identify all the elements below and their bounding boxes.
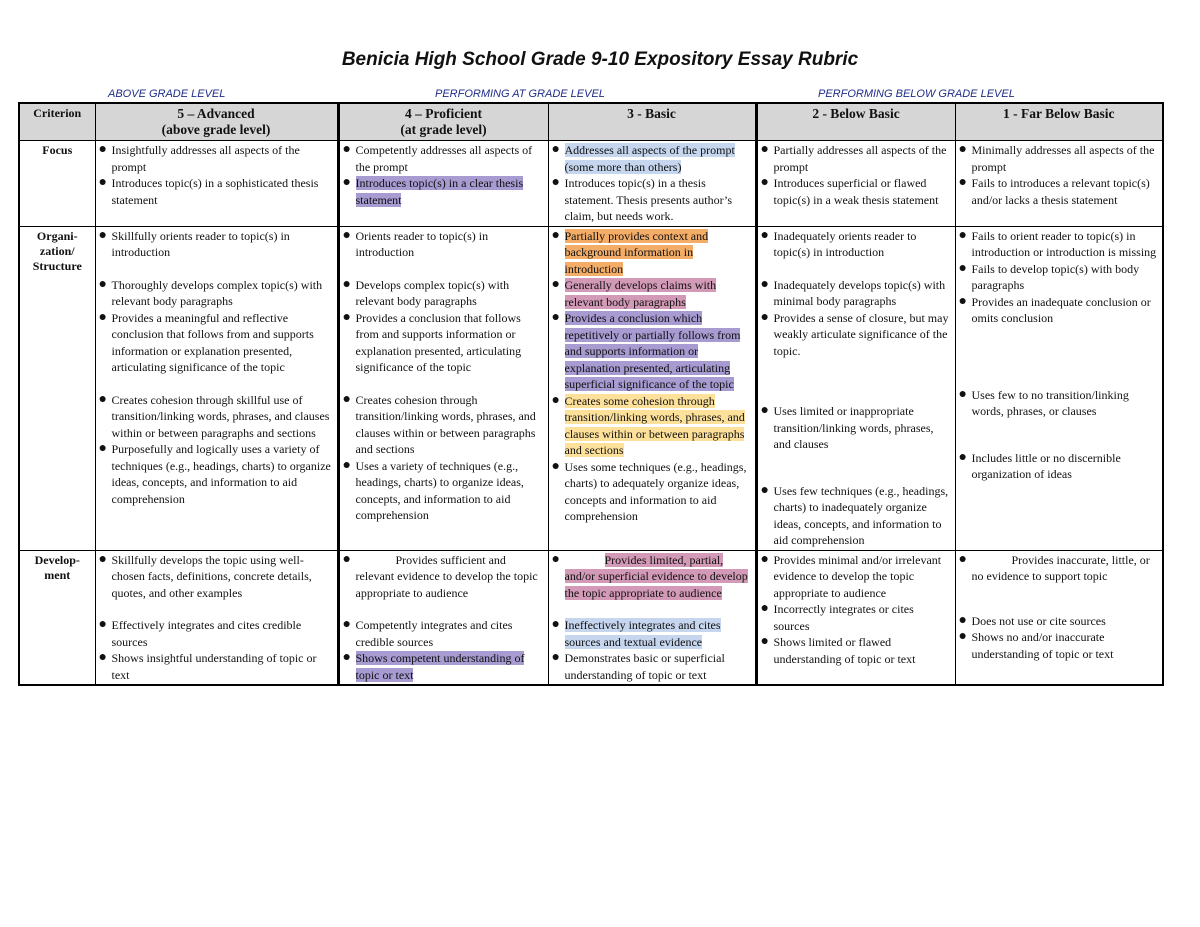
bullet-icon: ●	[958, 629, 967, 644]
cell-development-below-basic	[756, 550, 955, 685]
criterion-organization	[19, 226, 95, 550]
bullet-icon: ●	[551, 392, 560, 408]
list-item: ● Provides inaccurate, little, or no evidence to support topic	[958, 551, 1150, 583]
header-advanced-sub: (above grade level)	[161, 121, 271, 137]
bullet-icon: ●	[551, 458, 560, 474]
bullet-icon: ●	[958, 227, 967, 243]
criterion-label-line: Organi-	[36, 228, 78, 243]
list-item	[552, 277, 752, 310]
bullet-icon: ●	[551, 650, 560, 665]
header-far-below-basic: 1 - Far Below Basic	[955, 103, 1163, 141]
bullet-icon: ●	[551, 142, 560, 157]
bullet-icon: ●	[760, 142, 769, 157]
cell-development-basic	[548, 550, 756, 685]
list-item: ● Fails to develop topic(s) with body paragraphs	[958, 260, 1140, 292]
header-proficient-title: 4 – Proficient	[405, 106, 482, 121]
list-item: ● Shows insightful understanding of topic or text	[98, 650, 317, 682]
list-item: ● Skillfully develops the topic using well-chosen facts, definitions, concrete details, quotes, and other examples	[98, 551, 312, 600]
list-item: ● Provides an inadequate conclusion or omits conclusion	[958, 293, 1151, 325]
list-item: ● Uses few techniques (e.g., headings, charts) to inadequately organize ideas, concepts, and information to aid comprehension	[760, 482, 949, 547]
highlighted-text: Provides a conclusion which repetitively or partially follows from and supports information or explanation presented, articulating superficial significance of the topic	[564, 311, 741, 391]
bullet-icon: ●	[958, 551, 967, 567]
bullet-icon: ●	[551, 175, 560, 190]
highlighted-text: Generally develops claims with relevant body paragraphs	[564, 278, 717, 309]
list-item	[343, 650, 545, 683]
list-item	[552, 552, 752, 602]
bullet-icon: ●	[958, 175, 967, 190]
list-item: ● Uses few to no transition/linking words, phrases, or clauses	[958, 386, 1129, 418]
bullet-icon: ●	[98, 650, 107, 665]
bullet-icon: ●	[760, 551, 769, 567]
list-item: ● Minimally addresses all aspects of the prompt	[958, 142, 1155, 174]
list-item: ● Uses limited or inappropriate transition/linking words, phrases, and clauses	[760, 403, 934, 451]
criterion-label-line: ment	[44, 567, 71, 582]
list-item: ● Creates cohesion through transition/linking words, phrases, and clauses within or between paragraphs and sections	[342, 391, 536, 456]
rubric-table	[18, 102, 1164, 686]
bullet-icon: ●	[342, 309, 351, 325]
bullet-icon: ●	[958, 260, 967, 276]
list-item	[343, 175, 545, 208]
criterion-label-line: Develop-	[34, 552, 80, 567]
bullet-icon: ●	[958, 612, 967, 628]
header-row	[19, 103, 1163, 141]
bullet-icon: ●	[342, 276, 351, 292]
list-item: ● Includes little or no discernible organization of ideas	[958, 449, 1121, 481]
list-item: ● Incorrectly integrates or cites sources	[760, 601, 914, 633]
criterion-label-line: zation/	[39, 243, 75, 258]
list-item	[552, 310, 752, 393]
list-item: ● Thoroughly develops complex topic(s) with relevant body paragraphs	[98, 276, 323, 308]
bullet-icon: ●	[760, 227, 769, 243]
bullet-icon: ●	[551, 617, 560, 632]
bullet-icon: ●	[98, 617, 107, 632]
list-item: ● Provides sufficient and relevant evidence to develop the topic appropriate to audience	[342, 551, 538, 600]
list-item: ● Insightfully addresses all aspects of the prompt	[98, 142, 300, 174]
cell-organization-basic	[548, 226, 756, 550]
header-below-basic: 2 - Below Basic	[756, 103, 955, 141]
criterion-label-line: Structure	[32, 258, 82, 273]
list-item: ● Effectively integrates and cites credible sources	[98, 617, 302, 649]
list-item: ● Does not use or cite sources	[958, 612, 1106, 628]
bullet-icon: ●	[760, 634, 769, 649]
list-item: ● Creates cohesion through skillful use of transition/linking words, phrases, and clauses within or between paragraphs and sections	[98, 391, 330, 440]
criterion-development	[19, 550, 95, 685]
list-item: ● Fails to orient reader to topic(s) in introduction or introduction is missing	[958, 227, 1157, 259]
bullet-icon: ●	[342, 175, 351, 190]
cell-organization-advanced	[95, 226, 338, 550]
bullet-icon: ●	[98, 441, 107, 456]
bullet-icon: ●	[342, 650, 351, 665]
highlighted-text: Addresses all aspects of the prompt (some more than others)	[564, 143, 735, 174]
list-item: ● Develops complex topic(s) with relevant body paragraphs	[342, 276, 510, 308]
bullet-icon: ●	[760, 309, 769, 325]
bullet-icon: ●	[98, 309, 107, 325]
list-item: ● Shows limited or flawed understanding of topic or text	[760, 634, 916, 666]
list-item: ● Inadequately orients reader to topic(s) in introduction	[760, 227, 917, 259]
bullet-icon: ●	[98, 142, 107, 157]
list-item: ● Demonstrates basic or superficial understanding of topic or text	[551, 650, 725, 682]
row-development	[19, 550, 1163, 685]
bullet-icon: ●	[760, 175, 769, 190]
cell-development-proficient	[338, 550, 548, 685]
level-label-below: PERFORMING BELOW GRADE LEVEL	[818, 88, 1015, 100]
criterion-focus: Focus	[19, 141, 95, 227]
bullet-icon: ●	[958, 293, 967, 309]
header-advanced	[95, 103, 338, 141]
list-item	[552, 228, 752, 278]
cell-organization-below-basic	[756, 226, 955, 550]
bullet-icon: ●	[760, 276, 769, 292]
list-item: ● Introduces topic(s) in a thesis statement. Thesis presents author’s claim, but needs work.	[551, 175, 733, 223]
bullet-icon: ●	[98, 391, 107, 407]
bullet-icon: ●	[342, 227, 351, 243]
cell-focus-far-below-basic	[955, 141, 1163, 227]
bullet-icon: ●	[342, 551, 351, 567]
list-item: ● Shows no and/or inaccurate understanding of topic or text	[958, 629, 1114, 661]
cell-focus-advanced	[95, 141, 338, 227]
level-label-above: ABOVE GRADE LEVEL	[108, 88, 226, 100]
list-item: ● Provides a conclusion that follows from and supports information or explanation presented, articulating significance of the topic	[342, 309, 522, 374]
highlighted-text: Shows competent understanding of topic or text	[355, 651, 525, 682]
cell-focus-proficient	[338, 141, 548, 227]
list-item: ● Uses a variety of techniques (e.g., headings, charts) to organize ideas, concepts, and information to aid comprehension	[342, 457, 524, 522]
header-basic: 3 - Basic	[548, 103, 756, 141]
list-item: ● Uses some techniques (e.g., headings, charts) to adequately organize ideas, concepts and information to aid comprehension	[551, 458, 747, 523]
list-item	[552, 617, 752, 650]
row-organization	[19, 226, 1163, 550]
cell-organization-far-below-basic	[955, 226, 1163, 550]
list-item	[552, 142, 752, 175]
list-item: ● Purposefully and logically uses a variety of techniques (e.g., headings, charts) to organize ideas, concepts, and information to aid comprehension	[98, 441, 331, 506]
list-item: ● Provides minimal and/or irrelevant evidence to develop the topic appropriate to audience	[760, 551, 942, 600]
list-item: ● Provides a sense of closure, but may weakly articulate significance of the topic.	[760, 309, 949, 358]
cell-focus-basic	[548, 141, 756, 227]
list-item: ● Competently addresses all aspects of the prompt	[342, 142, 533, 174]
list-item	[552, 393, 752, 459]
list-item: ● Orients reader to topic(s) in introduction	[342, 227, 489, 259]
bullet-icon: ●	[342, 617, 351, 632]
bullet-icon: ●	[551, 277, 560, 292]
list-item: ● Introduces superficial or flawed topic(s) in a weak thesis statement	[760, 175, 939, 207]
bullet-icon: ●	[958, 142, 967, 157]
bullet-icon: ●	[98, 276, 107, 292]
cell-focus-below-basic	[756, 141, 955, 227]
bullet-icon: ●	[760, 403, 769, 418]
header-proficient	[338, 103, 548, 141]
bullet-icon: ●	[342, 457, 351, 473]
cell-development-far-below-basic	[955, 550, 1163, 685]
highlighted-text: Ineffectively integrates and cites sources and textual evidence	[564, 618, 721, 649]
list-item: ● Provides a meaningful and reflective conclusion that follows from and supports information or explanation presented, articulating significance of the topic	[98, 309, 314, 374]
header-criterion: Criterion	[19, 103, 95, 141]
bullet-icon: ●	[760, 601, 769, 616]
list-item: ● Introduces topic(s) in a sophisticated thesis statement	[98, 175, 319, 207]
header-proficient-sub: (at grade level)	[400, 121, 487, 137]
bullet-icon: ●	[98, 227, 107, 243]
list-item: ● Fails to introduces a relevant topic(s) and/or lacks a thesis statement	[958, 175, 1150, 207]
bullet-icon: ●	[342, 391, 351, 407]
level-label-at: PERFORMING AT GRADE LEVEL	[435, 88, 605, 100]
highlighted-text: Introduces topic(s) in a clear thesis statement	[355, 176, 524, 207]
cell-development-advanced	[95, 550, 338, 685]
bullet-icon: ●	[760, 482, 769, 498]
page-title: Benicia High School Grade 9-10 Expository Essay Rubric	[341, 49, 859, 70]
bullet-icon: ●	[958, 386, 967, 402]
row-focus	[19, 141, 1163, 227]
bullet-icon: ●	[958, 449, 967, 465]
highlighted-text: Partially provides context and background information in introduction	[564, 228, 709, 276]
highlighted-text: Creates some cohesion through transition/linking words, phrases, and clauses within or between paragraphs and sections	[564, 393, 745, 457]
bullet-icon: ●	[98, 175, 107, 190]
cell-organization-proficient	[338, 226, 548, 550]
bullet-icon: ●	[551, 310, 560, 325]
bullet-icon: ●	[551, 551, 560, 567]
bullet-icon: ●	[342, 142, 351, 157]
list-item: ● Partially addresses all aspects of the prompt	[760, 142, 947, 174]
bullet-icon: ●	[551, 227, 560, 243]
highlighted-text: Provides limited, partial, and/or superficial evidence to develop the topic appropriate to audience	[564, 552, 748, 600]
bullet-icon: ●	[98, 551, 107, 567]
header-advanced-title: 5 – Advanced	[177, 106, 255, 121]
list-item: ● Skillfully orients reader to topic(s) in introduction	[98, 227, 290, 259]
list-item: ● Competently integrates and cites credible sources	[342, 617, 513, 649]
list-item: ● Inadequately develops topic(s) with minimal body paragraphs	[760, 276, 946, 308]
